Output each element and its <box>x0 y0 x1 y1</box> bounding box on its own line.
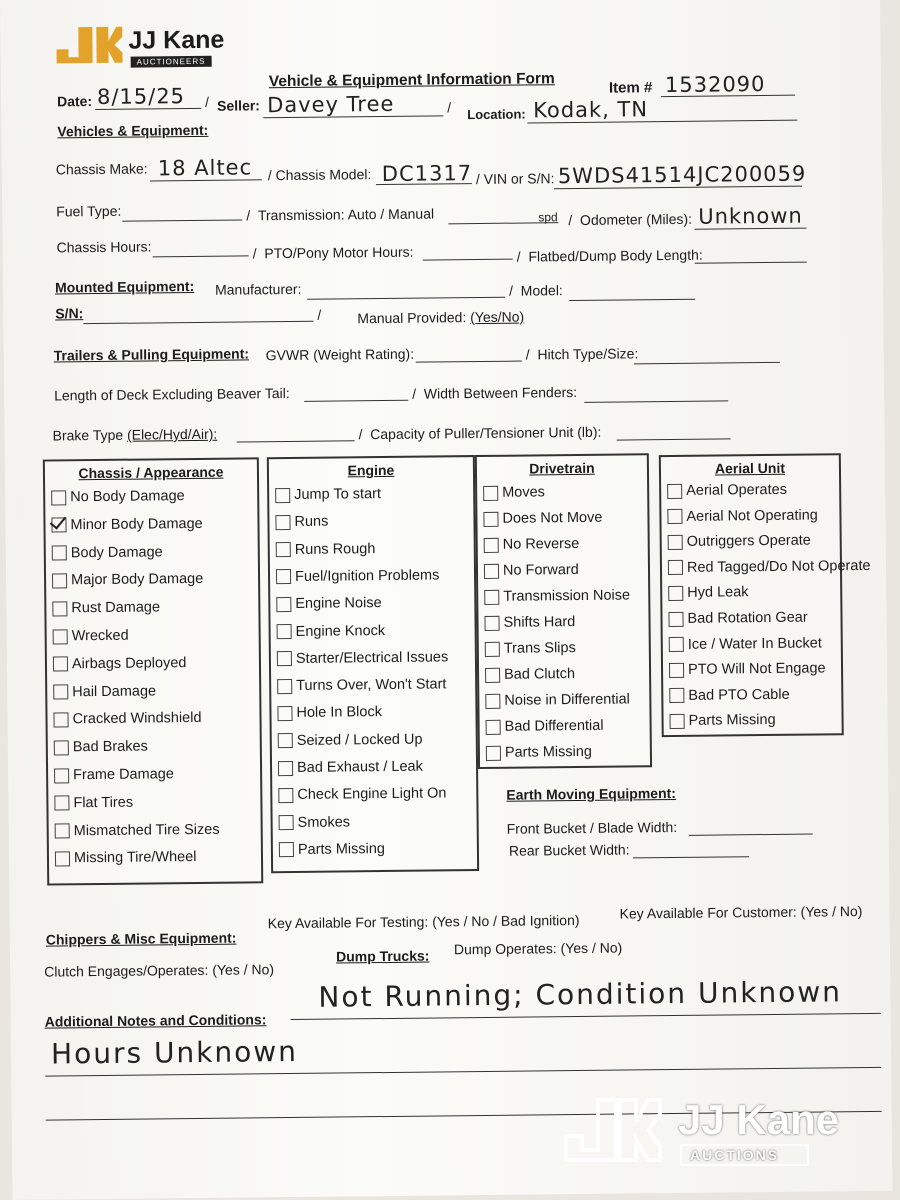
checkbox-icon[interactable] <box>485 641 500 656</box>
jjkane-watermark <box>560 1092 840 1171</box>
drivetrain-item-label: Shifts Hard <box>503 614 576 631</box>
mounted-sn-label: S/N: <box>55 305 84 322</box>
drivetrain-checkbox-item[interactable] <box>485 666 575 683</box>
aerial-item-label: Aerial Not Operating <box>686 507 818 525</box>
chassis-checkbox-item[interactable] <box>54 739 148 756</box>
engine-item-label: Engine Noise <box>295 595 382 613</box>
odometer-label: / Odometer (Miles): <box>568 210 693 229</box>
mounted-model-label: / Model: <box>508 282 563 299</box>
aerial-checkbox-item[interactable] <box>667 482 787 499</box>
chassis-checkbox-item[interactable] <box>52 571 203 589</box>
drivetrain-checkbox-item[interactable] <box>483 510 602 527</box>
drivetrain-checkbox-item[interactable] <box>484 587 630 605</box>
engine-checkbox-item[interactable] <box>277 649 448 667</box>
chassis-checkbox-item[interactable] <box>54 766 174 783</box>
jjkane-logo <box>52 21 225 73</box>
drivetrain-item-label: Transmission Noise <box>503 587 631 605</box>
chassis-item-label: Minor Body Damage <box>70 515 203 534</box>
front-bucket-label: Front Bucket / Blade Width: <box>506 818 678 837</box>
capacity-label: / Capacity of Puller/Tensioner Unit (lb): <box>358 423 602 443</box>
brand-name: JJ Kane <box>128 25 225 55</box>
drivetrain-checkbox-item[interactable] <box>484 614 575 631</box>
chassis-item-label: Wrecked <box>71 627 129 645</box>
vin-value: 5WDS41514JC200059 <box>557 161 807 189</box>
drivetrain-checkbox-item[interactable] <box>484 536 580 553</box>
aerial-checkbox-item[interactable] <box>668 610 807 627</box>
aerial-item-label: PTO Will Not Engage <box>687 660 826 679</box>
chassis-checkbox-item[interactable] <box>55 821 220 839</box>
engine-item-label: Smokes <box>297 813 351 831</box>
chassis-checkbox-item[interactable] <box>53 683 156 700</box>
checkbox-icon[interactable] <box>279 842 294 857</box>
engine-item-label: Parts Missing <box>297 840 386 858</box>
checkbox-icon[interactable] <box>279 815 294 830</box>
transmission-label: / Transmission: Auto / Manual <box>246 205 435 224</box>
checkbox-icon[interactable] <box>54 796 69 811</box>
engine-item-label: Check Engine Light On <box>297 785 447 804</box>
aerial-item-label: Aerial Operates <box>686 481 788 499</box>
item-value: 1532090 <box>664 71 766 98</box>
checkbox-icon[interactable] <box>54 768 69 783</box>
checkbox-icon[interactable] <box>55 823 70 838</box>
brand-sub: AUCTIONEERS <box>131 56 212 68</box>
drivetrain-item-label: Parts Missing <box>504 743 593 761</box>
seller-label: Seller: <box>217 97 261 114</box>
aerial-item-label: Outriggers Operate <box>686 532 811 551</box>
checkbox-icon[interactable] <box>484 563 499 578</box>
chassis-item-label: Missing Tire/Wheel <box>73 849 197 867</box>
drivetrain-box-title: Drivetrain <box>529 459 595 477</box>
engine-checkbox-item[interactable] <box>277 623 386 640</box>
drivetrain-item-label: Bad Differential <box>504 717 604 735</box>
engine-checkbox-item[interactable] <box>279 841 385 858</box>
engine-checkbox-item[interactable] <box>277 704 382 721</box>
notes-line2: Hours Unknown <box>50 1034 299 1071</box>
checkbox-icon[interactable] <box>485 693 500 708</box>
checkbox-icon[interactable] <box>483 485 498 500</box>
drivetrain-checkbox-item[interactable] <box>486 718 604 735</box>
chassis-item-label: Rust Damage <box>71 599 161 617</box>
key-testing-text: Key Available For Testing: (Yes / No / Bad Ignition) <box>267 911 580 932</box>
drivetrain-item-label: Does Not Move <box>502 509 603 527</box>
engine-item-label: Seized / Locked Up <box>296 731 423 749</box>
date-label: Date: <box>56 93 93 110</box>
checkbox-icon[interactable] <box>276 597 291 612</box>
chippers-heading: Chippers & Misc Equipment: <box>45 929 237 948</box>
checkbox-icon[interactable] <box>278 760 293 775</box>
dump-trucks-heading: Dump Trucks: <box>335 947 430 965</box>
engine-box <box>267 455 479 873</box>
chassis-appearance-box <box>43 457 263 885</box>
chassis-item-label: Body Damage <box>70 543 163 561</box>
flatbed-length-label: / Flatbed/Dump Body Length: <box>516 246 703 265</box>
chassis-item-label: Frame Damage <box>73 766 174 784</box>
aerial-item-label: Ice / Water In Bucket <box>687 635 822 653</box>
aerial-item-label: Bad Rotation Gear <box>687 609 808 627</box>
chassis-checkbox-item[interactable] <box>55 849 197 866</box>
checkbox-icon[interactable] <box>277 624 292 639</box>
chassis-item-label: Airbags Deployed <box>71 654 187 673</box>
chassis-item-label: Cracked Windshield <box>72 710 202 728</box>
chassis-checkbox-item[interactable] <box>54 794 133 811</box>
form-paper: JJ Kane AUCTIONEERS Vehicle & Equipment Information Form Item # 1532090 Date: 8/15/25 / Seller: Davey Tree / Location: Kodak, TN Vehicles & Equipment: Chassis Make: 18 Altec / Chassis Model: DC1317 / VIN or S/N: 5WDS41514JC200059 Fuel Type: / Transmission: Auto / Manual spd / Odometer (Miles): Unknown Chassis Hours: / PTO/Pony Motor Hours: / Flatbed/Dump Body Length: Mounted Equipment: Manufacturer: / Model: S/N: / Manual Provided: (Yes/No) Trailers & Pulling Equipment: GVWR (Weight Rating): / Hitch Type/Size: Length of Deck Excluding Beaver Tail: / Width Between Fenders: Brake Type (Elec/Hyd/Air): / Capacity of Puller/Tensioner Unit (lb): Chassis / Appearance No Body Damage Minor Body Damage Body Damage Major Body Damage Rust Damage Wrecked Airbags Deployed Hail Damage Cracked Windshield Bad Brakes Frame Damage Flat Tires Mismatched Tire Sizes Missing Tire/Wheel Engine Jump To start Runs Runs Rough Fuel/Ignition Problems Engine Noise Engine Knock Starter/Electrical Issues Turns Over, Won't Start Hole In Block Seized / Locked Up Bad Exhaust / Leak Check Engine Light On Smokes Parts Missing Drivetrain Moves Does Not Move No Reverse No Forward Transmission Noise Shifts Hard Trans Slips Bad Clutch Noise in Differential Bad Differential Parts Missing Aerial Unit Aerial Operates Aerial Not Operating Outriggers Operate Red Tagged/Do Not Operate Hyd Leak Bad Rotation Gear Ice / Water In Bucket PTO Will Not Engage Bad PTO Cable Parts Missing Earth Moving Equipment: Front Bucket / Blade Width: Rear Bucket Width: Chippers & Misc Equipment: Key Available For Testing: (Yes / No / Bad Ignition) Key Available For Customer: (Yes / No) Clutch Engages/Operates: (Yes / No) Dump Trucks: Dump Operates: (Yes / No) Additional Notes and Conditions: Not Running; Condition Unknown Hours Unknown <box>0 0 893 1200</box>
fuel-type-label: Fuel Type: <box>56 202 122 220</box>
chassis-checkbox-item[interactable] <box>53 710 201 728</box>
engine-item-label: Jump To start <box>294 486 382 503</box>
chassis-item-label: No Body Damage <box>70 488 185 506</box>
aerial-item-label: Parts Missing <box>688 712 776 730</box>
aerial-checkbox-item[interactable] <box>670 712 776 729</box>
checkbox-icon[interactable] <box>55 851 70 866</box>
chassis-item-label: Hail Damage <box>72 682 157 700</box>
drivetrain-checkbox-item[interactable] <box>483 484 545 501</box>
spd-label: spd <box>538 210 558 225</box>
engine-checkbox-item[interactable] <box>276 541 376 558</box>
chassis-checkbox-item[interactable] <box>52 544 163 561</box>
checkbox-icon[interactable] <box>670 714 685 729</box>
checkbox-icon[interactable] <box>53 629 68 644</box>
seller-value: Davey Tree <box>266 91 395 118</box>
vehicles-heading: Vehicles & Equipment: <box>57 121 209 140</box>
checkbox-icon[interactable] <box>668 560 683 575</box>
chassis-model-label: / Chassis Model: <box>267 166 372 184</box>
checkbox-icon[interactable] <box>667 483 682 498</box>
engine-item-label: Engine Knock <box>295 622 386 640</box>
chassis-hours-label: Chassis Hours: <box>56 238 152 256</box>
checkbox-icon[interactable] <box>52 545 67 560</box>
form-title: Vehicle & Equipment Information Form <box>268 70 555 91</box>
aerial-checkbox-item[interactable] <box>669 687 789 704</box>
checkbox-icon[interactable] <box>667 509 682 524</box>
engine-checkbox-item[interactable] <box>278 759 423 777</box>
engine-item-label: Starter/Electrical Issues <box>295 649 449 667</box>
drivetrain-checkbox-item[interactable] <box>485 691 630 709</box>
chassis-item-label: Bad Brakes <box>72 738 148 756</box>
chassis-item-label: Flat Tires <box>73 794 134 812</box>
aerial-box-title: Aerial Unit <box>714 459 786 477</box>
checkbox-icon[interactable] <box>669 688 684 703</box>
engine-item-label: Fuel/Ignition Problems <box>294 567 440 585</box>
key-customer-text: Key Available For Customer: (Yes / No) <box>619 903 863 922</box>
aerial-checkbox-item[interactable] <box>668 585 748 602</box>
engine-box-title: Engine <box>347 461 395 479</box>
drivetrain-item-label: Trans Slips <box>503 640 576 657</box>
aerial-box <box>659 453 871 737</box>
engine-item-label: Runs <box>294 513 329 531</box>
checkbox-icon[interactable] <box>53 657 68 672</box>
chassis-make-value: 18 Altec <box>157 155 253 181</box>
checkbox-icon[interactable] <box>486 719 501 734</box>
checkbox-icon[interactable] <box>277 679 292 694</box>
checkbox-icon[interactable] <box>276 542 291 557</box>
checkbox-icon[interactable] <box>668 535 683 550</box>
checkbox-icon[interactable] <box>278 733 293 748</box>
chassis-checkbox-item[interactable] <box>52 600 160 617</box>
location-label: Location: <box>467 106 526 123</box>
dump-operates-text: Dump Operates: (Yes / No) <box>453 939 623 958</box>
mounted-heading: Mounted Equipment: <box>54 277 195 296</box>
checkbox-icon[interactable] <box>668 611 683 626</box>
checkbox-icon[interactable] <box>275 515 290 530</box>
odometer-value: Unknown <box>698 203 803 229</box>
pto-hours-label: / PTO/Pony Motor Hours: <box>252 243 414 262</box>
watermark-sub: AUCTIONS <box>680 1144 809 1166</box>
aerial-checkbox-item[interactable] <box>668 558 871 576</box>
aerial-item-label: Hyd Leak <box>687 584 749 602</box>
engine-checkbox-item[interactable] <box>278 786 446 804</box>
engine-checkbox-item[interactable] <box>276 595 381 612</box>
aerial-checkbox-item[interactable] <box>669 661 826 679</box>
checkbox-icon[interactable] <box>53 712 68 727</box>
drivetrain-item-label: Moves <box>502 484 545 501</box>
checkbox-icon[interactable] <box>51 518 66 533</box>
checkbox-icon[interactable] <box>54 740 69 755</box>
jk-logo-icon <box>52 21 122 68</box>
engine-item-label: Hole In Block <box>296 704 383 722</box>
checkbox-icon[interactable] <box>669 637 684 652</box>
drivetrain-item-label: No Forward <box>502 561 579 579</box>
watermark-brand: JJ Kane <box>678 1096 840 1143</box>
manual-provided-label: Manual Provided: (Yes/No) <box>357 308 525 327</box>
trailers-heading: Trailers & Pulling Equipment: <box>53 345 250 364</box>
chassis-checkbox-item[interactable] <box>51 516 202 534</box>
deck-length-label: Length of Deck Excluding Beaver Tail: <box>54 384 290 404</box>
drivetrain-checkbox-item[interactable] <box>486 744 592 761</box>
notes-line1: Not Running; Condition Unknown <box>318 975 843 1014</box>
chassis-box-title: Chassis / Appearance <box>78 463 224 482</box>
drivetrain-checkbox-item[interactable] <box>485 640 576 657</box>
checkbox-icon[interactable] <box>53 684 68 699</box>
checkbox-icon[interactable] <box>277 706 292 721</box>
checkbox-icon[interactable] <box>484 615 499 630</box>
engine-item-label: Turns Over, Won't Start <box>296 676 447 695</box>
engine-checkbox-item[interactable] <box>275 486 381 503</box>
aerial-item-label: Red Tagged/Do Not Operate <box>686 557 871 576</box>
chassis-item-label: Major Body Damage <box>71 571 204 589</box>
engine-item-label: Bad Exhaust / Leak <box>296 758 423 776</box>
checkbox-icon[interactable] <box>668 586 683 601</box>
drivetrain-box <box>475 453 652 769</box>
checkbox-icon[interactable] <box>276 569 291 584</box>
rear-bucket-label: Rear Bucket Width: <box>508 841 630 859</box>
chassis-checkbox-item[interactable] <box>51 488 185 505</box>
checkbox-icon[interactable] <box>52 573 67 588</box>
drivetrain-item-label: Noise in Differential <box>504 691 630 709</box>
item-label: Item # <box>608 79 653 97</box>
chassis-checkbox-item[interactable] <box>53 628 129 645</box>
chassis-model-value: DC1317 <box>381 161 473 187</box>
engine-checkbox-item[interactable] <box>277 676 446 694</box>
aerial-item-label: Bad PTO Cable <box>688 686 790 704</box>
checkbox-icon[interactable] <box>484 589 499 604</box>
checkbox-icon[interactable] <box>277 651 292 666</box>
jk-watermark-icon <box>560 1092 664 1166</box>
checkbox-icon[interactable] <box>486 745 501 760</box>
engine-item-label: Runs Rough <box>294 540 376 558</box>
engine-checkbox-item[interactable] <box>276 567 439 585</box>
checkbox-icon[interactable] <box>51 490 66 505</box>
clutch-text: Clutch Engages/Operates: (Yes / No) <box>44 961 275 980</box>
engine-checkbox-item[interactable] <box>279 814 351 831</box>
vin-label: / VIN or S/N: <box>475 170 555 188</box>
checkbox-icon[interactable] <box>275 487 290 502</box>
fender-width-label: / Width Between Fenders: <box>412 383 578 402</box>
chassis-item-label: Mismatched Tire Sizes <box>73 821 220 839</box>
chassis-make-label: Chassis Make: <box>55 160 148 178</box>
chassis-checkbox-item[interactable] <box>53 655 187 672</box>
location-value: Kodak, TN <box>533 97 649 123</box>
brake-type-label: Brake Type (Elec/Hyd/Air): <box>52 425 218 444</box>
drivetrain-item-label: Bad Clutch <box>504 666 576 683</box>
aerial-checkbox-item[interactable] <box>668 533 811 550</box>
notes-label: Additional Notes and Conditions: <box>44 1011 267 1030</box>
checkbox-icon[interactable] <box>485 667 500 682</box>
checkbox-icon[interactable] <box>484 537 499 552</box>
drivetrain-checkbox-item[interactable] <box>484 562 579 579</box>
date-value: 8/15/25 <box>96 84 186 109</box>
checkbox-icon[interactable] <box>52 601 67 616</box>
engine-checkbox-item[interactable] <box>275 514 328 531</box>
aerial-checkbox-item[interactable] <box>669 635 822 653</box>
hitch-label: / Hitch Type/Size: <box>525 345 639 363</box>
aerial-checkbox-item[interactable] <box>667 507 818 525</box>
checkbox-icon[interactable] <box>278 788 293 803</box>
checkbox-icon[interactable] <box>483 511 498 526</box>
manufacturer-label: Manufacturer: <box>214 280 302 298</box>
drivetrain-item-label: No Reverse <box>502 535 580 553</box>
earth-moving-heading: Earth Moving Equipment: <box>506 784 676 803</box>
checkbox-icon[interactable] <box>669 663 684 678</box>
gvwr-label: GVWR (Weight Rating): <box>265 345 415 364</box>
engine-checkbox-item[interactable] <box>278 731 423 749</box>
